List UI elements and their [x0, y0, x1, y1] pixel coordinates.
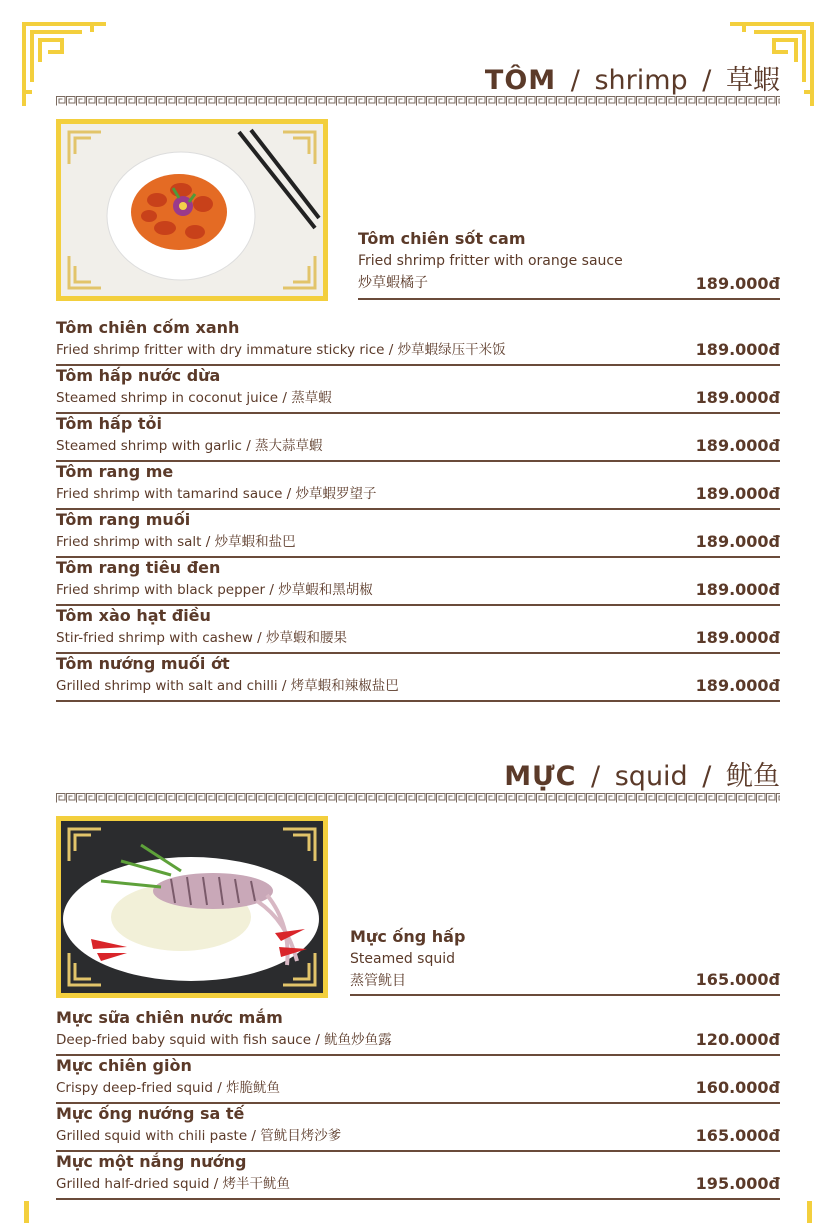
dish-price: 189.000đ [695, 676, 780, 695]
dish-name: Tôm chiên sốt cam [358, 229, 526, 248]
menu-item [56, 1008, 780, 1056]
dish-price: 189.000đ [695, 580, 780, 599]
menu-item [56, 606, 780, 654]
dish-name: Tôm rang tiêu đen [56, 558, 221, 577]
dish-price: 189.000đ [695, 532, 780, 551]
dish-description: Steamed shrimp with garlic / 蒸大蒜草蝦 [56, 438, 323, 454]
dish-name: Mực chiên giòn [56, 1056, 192, 1075]
steamed-squid-dish-icon [61, 821, 323, 993]
dish-description: Fried shrimp with black pepper / 炒草蝦和黑胡椒 [56, 582, 373, 598]
divider [350, 994, 780, 996]
dish-price: 189.000đ [695, 388, 780, 407]
dish-name: Mực ống hấp [350, 927, 466, 946]
dish-price: 165.000đ [695, 970, 780, 989]
squid-photo [56, 816, 328, 998]
shrimp-photo [56, 119, 328, 301]
dish-name: Tôm xào hạt điều [56, 606, 211, 625]
dish-name: Tôm nướng muối ớt [56, 654, 230, 673]
menu-item [56, 558, 780, 606]
key-pattern-divider [56, 96, 780, 106]
dish-description: Stir-fried shrimp with cashew / 炒草蝦和腰果 [56, 630, 347, 646]
dish-description: Steamed shrimp in coconut juice / 蒸草蝦 [56, 390, 332, 406]
dish-description: Fried shrimp with tamarind sauce / 炒草蝦罗望子 [56, 486, 377, 502]
dish-price: 189.000đ [695, 274, 780, 293]
dish-price: 160.000đ [695, 1078, 780, 1097]
dish-price: 120.000đ [695, 1030, 780, 1049]
dish-description: Grilled shrimp with salt and chilli / 烤草蝦和辣椒盐巴 [56, 678, 399, 694]
section-title-squid [504, 754, 780, 793]
dish-name: Tôm chiên cốm xanh [56, 318, 240, 337]
title-vi: TÔM [484, 65, 557, 96]
title-en: squid [614, 761, 688, 792]
featured-dish-shrimp [358, 228, 623, 294]
dish-description: Steamed squid [350, 951, 455, 967]
menu-item [56, 414, 780, 462]
title-separator: / [702, 761, 712, 792]
featured-dish-squid [350, 926, 465, 992]
frame-edge [24, 1201, 29, 1223]
menu-item [56, 366, 780, 414]
title-separator: / [702, 65, 712, 96]
key-pattern-divider [56, 793, 780, 803]
menu-item [56, 654, 780, 702]
menu-item [56, 1152, 780, 1200]
dish-name: Mực ống nướng sa tế [56, 1104, 245, 1123]
dish-name: Tôm rang muối [56, 510, 191, 529]
fried-shrimp-dish-icon [61, 124, 323, 296]
dish-description: Fried shrimp fritter with dry immature sticky rice / 炒草蝦绿压干米饭 [56, 342, 506, 358]
divider [358, 298, 780, 300]
dish-price: 189.000đ [695, 484, 780, 503]
dish-description: Fried shrimp fritter with orange sauce [358, 253, 623, 269]
dish-name: Mực một nắng nướng [56, 1152, 247, 1171]
dish-description: Crispy deep-fried squid / 炸脆鱿鱼 [56, 1080, 281, 1096]
dish-name-cn: 炒草蝦橘子 [358, 275, 428, 291]
menu-item [56, 462, 780, 510]
dish-price: 189.000đ [695, 628, 780, 647]
dish-price: 189.000đ [695, 340, 780, 359]
dish-name: Mực sữa chiên nước mắm [56, 1008, 283, 1027]
section-title-shrimp [485, 58, 780, 97]
dish-name: Tôm hấp nước dừa [56, 366, 221, 385]
title-cn: 鱿鱼 [726, 761, 780, 792]
dish-name: Tôm hấp tỏi [56, 414, 162, 433]
dish-description: Fried shrimp with salt / 炒草蝦和盐巴 [56, 534, 296, 550]
menu-item [56, 318, 780, 366]
title-vi: MỰC [504, 761, 577, 792]
dish-name-cn: 蒸管鱿目 [350, 973, 406, 989]
dish-price: 189.000đ [695, 436, 780, 455]
dish-price: 165.000đ [695, 1126, 780, 1145]
dish-description: Grilled half-dried squid / 烤半干鱿鱼 [56, 1176, 291, 1192]
title-cn: 草蝦 [726, 65, 780, 96]
menu-item [56, 1104, 780, 1152]
dish-description: Grilled squid with chili paste / 管鱿目烤沙爹 [56, 1128, 342, 1144]
dish-price: 195.000đ [695, 1174, 780, 1193]
title-separator: / [570, 65, 580, 96]
corner-ornament-icon [22, 22, 106, 106]
title-separator: / [591, 761, 601, 792]
frame-edge [807, 1201, 812, 1223]
dish-name: Tôm rang me [56, 462, 174, 481]
dish-description: Deep-fried baby squid with fish sauce / 鱿鱼炒鱼露 [56, 1032, 392, 1048]
menu-item [56, 510, 780, 558]
title-en: shrimp [594, 65, 688, 96]
menu-item [56, 1056, 780, 1104]
